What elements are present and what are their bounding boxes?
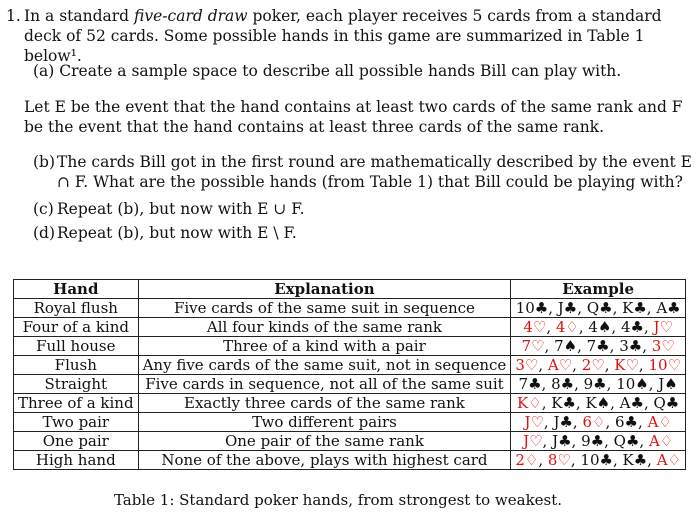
- example-cell: J♡, J♣, 9♣, Q♣, A♢: [511, 432, 686, 451]
- example-cell: 7♣, 8♣, 9♣, 10♠, J♠: [511, 375, 686, 394]
- playing-card: Q♣: [653, 394, 680, 412]
- playing-card: J♡: [524, 413, 544, 431]
- intro-emphasis: five-card draw: [134, 7, 248, 25]
- playing-card: K♣: [622, 299, 647, 317]
- hand-name-cell: Straight: [14, 375, 139, 394]
- table-row: [14, 375, 686, 394]
- playing-card: 8♡: [547, 451, 571, 469]
- table-row: [14, 451, 686, 470]
- example-cell: K♢, K♣, K♠, A♣, Q♣: [511, 394, 686, 413]
- playing-card: 3♡: [651, 337, 675, 355]
- playing-card: 10♣: [580, 451, 613, 469]
- playing-card: K♠: [585, 394, 611, 412]
- playing-card: A♣: [619, 394, 644, 412]
- hand-name-cell: Three of a kind: [14, 394, 139, 413]
- playing-card: K♣: [622, 451, 648, 469]
- playing-card: 7♠: [554, 337, 578, 355]
- playing-card: 9♣: [583, 375, 607, 393]
- playing-card: 10♡: [648, 356, 681, 374]
- playing-card: 10♣: [515, 299, 549, 317]
- playing-card: 8♣: [551, 375, 575, 393]
- example-cell: J♡, J♣, 6♢, 6♣, A♢: [511, 413, 686, 432]
- table-body: [14, 299, 686, 470]
- example-cell: 4♡, 4♢, 4♠, 4♣, J♡: [511, 318, 686, 337]
- intro-prefix: In a standard: [24, 7, 135, 25]
- hand-name-cell: Royal flush: [14, 299, 139, 318]
- explanation-cell: Two different pairs: [138, 413, 511, 432]
- playing-card: J♣: [557, 299, 578, 317]
- playing-card: 4♢: [555, 318, 579, 336]
- poker-hands-table: [13, 279, 686, 470]
- playing-card: 6♢: [582, 413, 606, 431]
- hand-name-cell: One pair: [14, 432, 139, 451]
- hand-name-cell: Flush: [14, 356, 139, 375]
- playing-card: J♡: [523, 432, 543, 450]
- explanation-cell: Three of a kind with a pair: [138, 337, 511, 356]
- table-row: [14, 318, 686, 337]
- playing-card: 7♣: [586, 337, 610, 355]
- playing-card: 4♡: [523, 318, 547, 336]
- example-cell: 3♡, A♡, 2♡, K♡, 10♡: [511, 356, 686, 375]
- table-row: [14, 413, 686, 432]
- example-cell: 7♡, 7♠, 7♣, 3♣, 3♡: [511, 337, 686, 356]
- table-row: [14, 432, 686, 451]
- part-c-label: (c): [33, 200, 54, 218]
- example-cell: 2♢, 8♡, 10♣, K♣, A♢: [511, 451, 686, 470]
- playing-card: A♢: [648, 432, 674, 450]
- header-explanation: Explanation: [138, 280, 511, 299]
- playing-card: 2♢: [515, 451, 539, 469]
- table-header-row: [14, 280, 686, 299]
- problem-number: 1.: [6, 7, 21, 25]
- table-row: [14, 356, 686, 375]
- playing-card: Q♣: [613, 432, 640, 450]
- explanation-cell: All four kinds of the same rank: [138, 318, 511, 337]
- playing-card: 10♠: [616, 375, 649, 393]
- explanation-cell: Exactly three cards of the same rank: [138, 394, 511, 413]
- hand-name-cell: High hand: [14, 451, 139, 470]
- explanation-cell: One pair of the same rank: [138, 432, 511, 451]
- table-row: [14, 337, 686, 356]
- playing-card: A♡: [547, 356, 573, 374]
- table-row: [14, 394, 686, 413]
- playing-card: 4♠: [588, 318, 612, 336]
- part-c-text: Repeat (b), but now with E ∪ F.: [57, 200, 305, 218]
- explanation-cell: None of the above, plays with highest card: [138, 451, 511, 470]
- part-b-text: The cards Bill got in the first round are mathematically described by the event E ∩ F. What are the possible hands (from Table 1) that Bill could be playing with?: [57, 153, 692, 191]
- intro-suffix: poker, each player receives 5 cards from a standard deck of 52 cards. Some possible hands in this game are summarized in Table 1 below¹.: [24, 7, 662, 65]
- playing-card: A♢: [647, 413, 672, 431]
- part-a-text: Create a sample space to describe all possible hands Bill can play with.: [59, 62, 622, 80]
- explanation-cell: Any five cards of the same suit, not in sequence: [138, 356, 511, 375]
- playing-card: K♡: [614, 356, 639, 374]
- event-definition: Let E be the event that the hand contains at least two cards of the same rank and F be the event that the hand contains at least three cards of the same rank.: [24, 98, 683, 136]
- playing-card: Q♣: [586, 299, 613, 317]
- explanation-cell: Five cards of the same suit in sequence: [138, 299, 511, 318]
- playing-card: 9♣: [581, 432, 605, 450]
- part-d-text: Repeat (b), but now with E \ F.: [57, 224, 297, 242]
- playing-card: 7♡: [521, 337, 545, 355]
- playing-card: K♢: [517, 394, 542, 412]
- header-example: Example: [511, 280, 686, 299]
- playing-card: 6♣: [615, 413, 639, 431]
- part-a-label: (a): [33, 62, 55, 80]
- hand-name-cell: Full house: [14, 337, 139, 356]
- part-a: [33, 61, 683, 81]
- playing-card: A♣: [656, 299, 681, 317]
- playing-card: J♣: [553, 413, 573, 431]
- playing-card: 2♡: [581, 356, 605, 374]
- part-b-label: (b): [33, 153, 56, 171]
- playing-card: A♢: [656, 451, 681, 469]
- part-d-label: (d): [33, 224, 56, 242]
- playing-card: J♡: [653, 318, 673, 336]
- playing-card: 3♡: [515, 356, 539, 374]
- example-cell: 10♣, J♣, Q♣, K♣, A♣: [511, 299, 686, 318]
- header-hand: Hand: [14, 280, 139, 299]
- hand-name-cell: Four of a kind: [14, 318, 139, 337]
- playing-card: 4♣: [620, 318, 644, 336]
- playing-card: J♣: [552, 432, 572, 450]
- playing-card: J♠: [658, 375, 678, 393]
- hand-name-cell: Two pair: [14, 413, 139, 432]
- playing-card: K♣: [551, 394, 576, 412]
- playing-card: 7♣: [518, 375, 542, 393]
- table-caption: Table 1: Standard poker hands, from strongest to weakest.: [113, 491, 563, 509]
- table-row: [14, 299, 686, 318]
- explanation-cell: Five cards in sequence, not all of the same suit: [138, 375, 511, 394]
- playing-card: 3♣: [619, 337, 643, 355]
